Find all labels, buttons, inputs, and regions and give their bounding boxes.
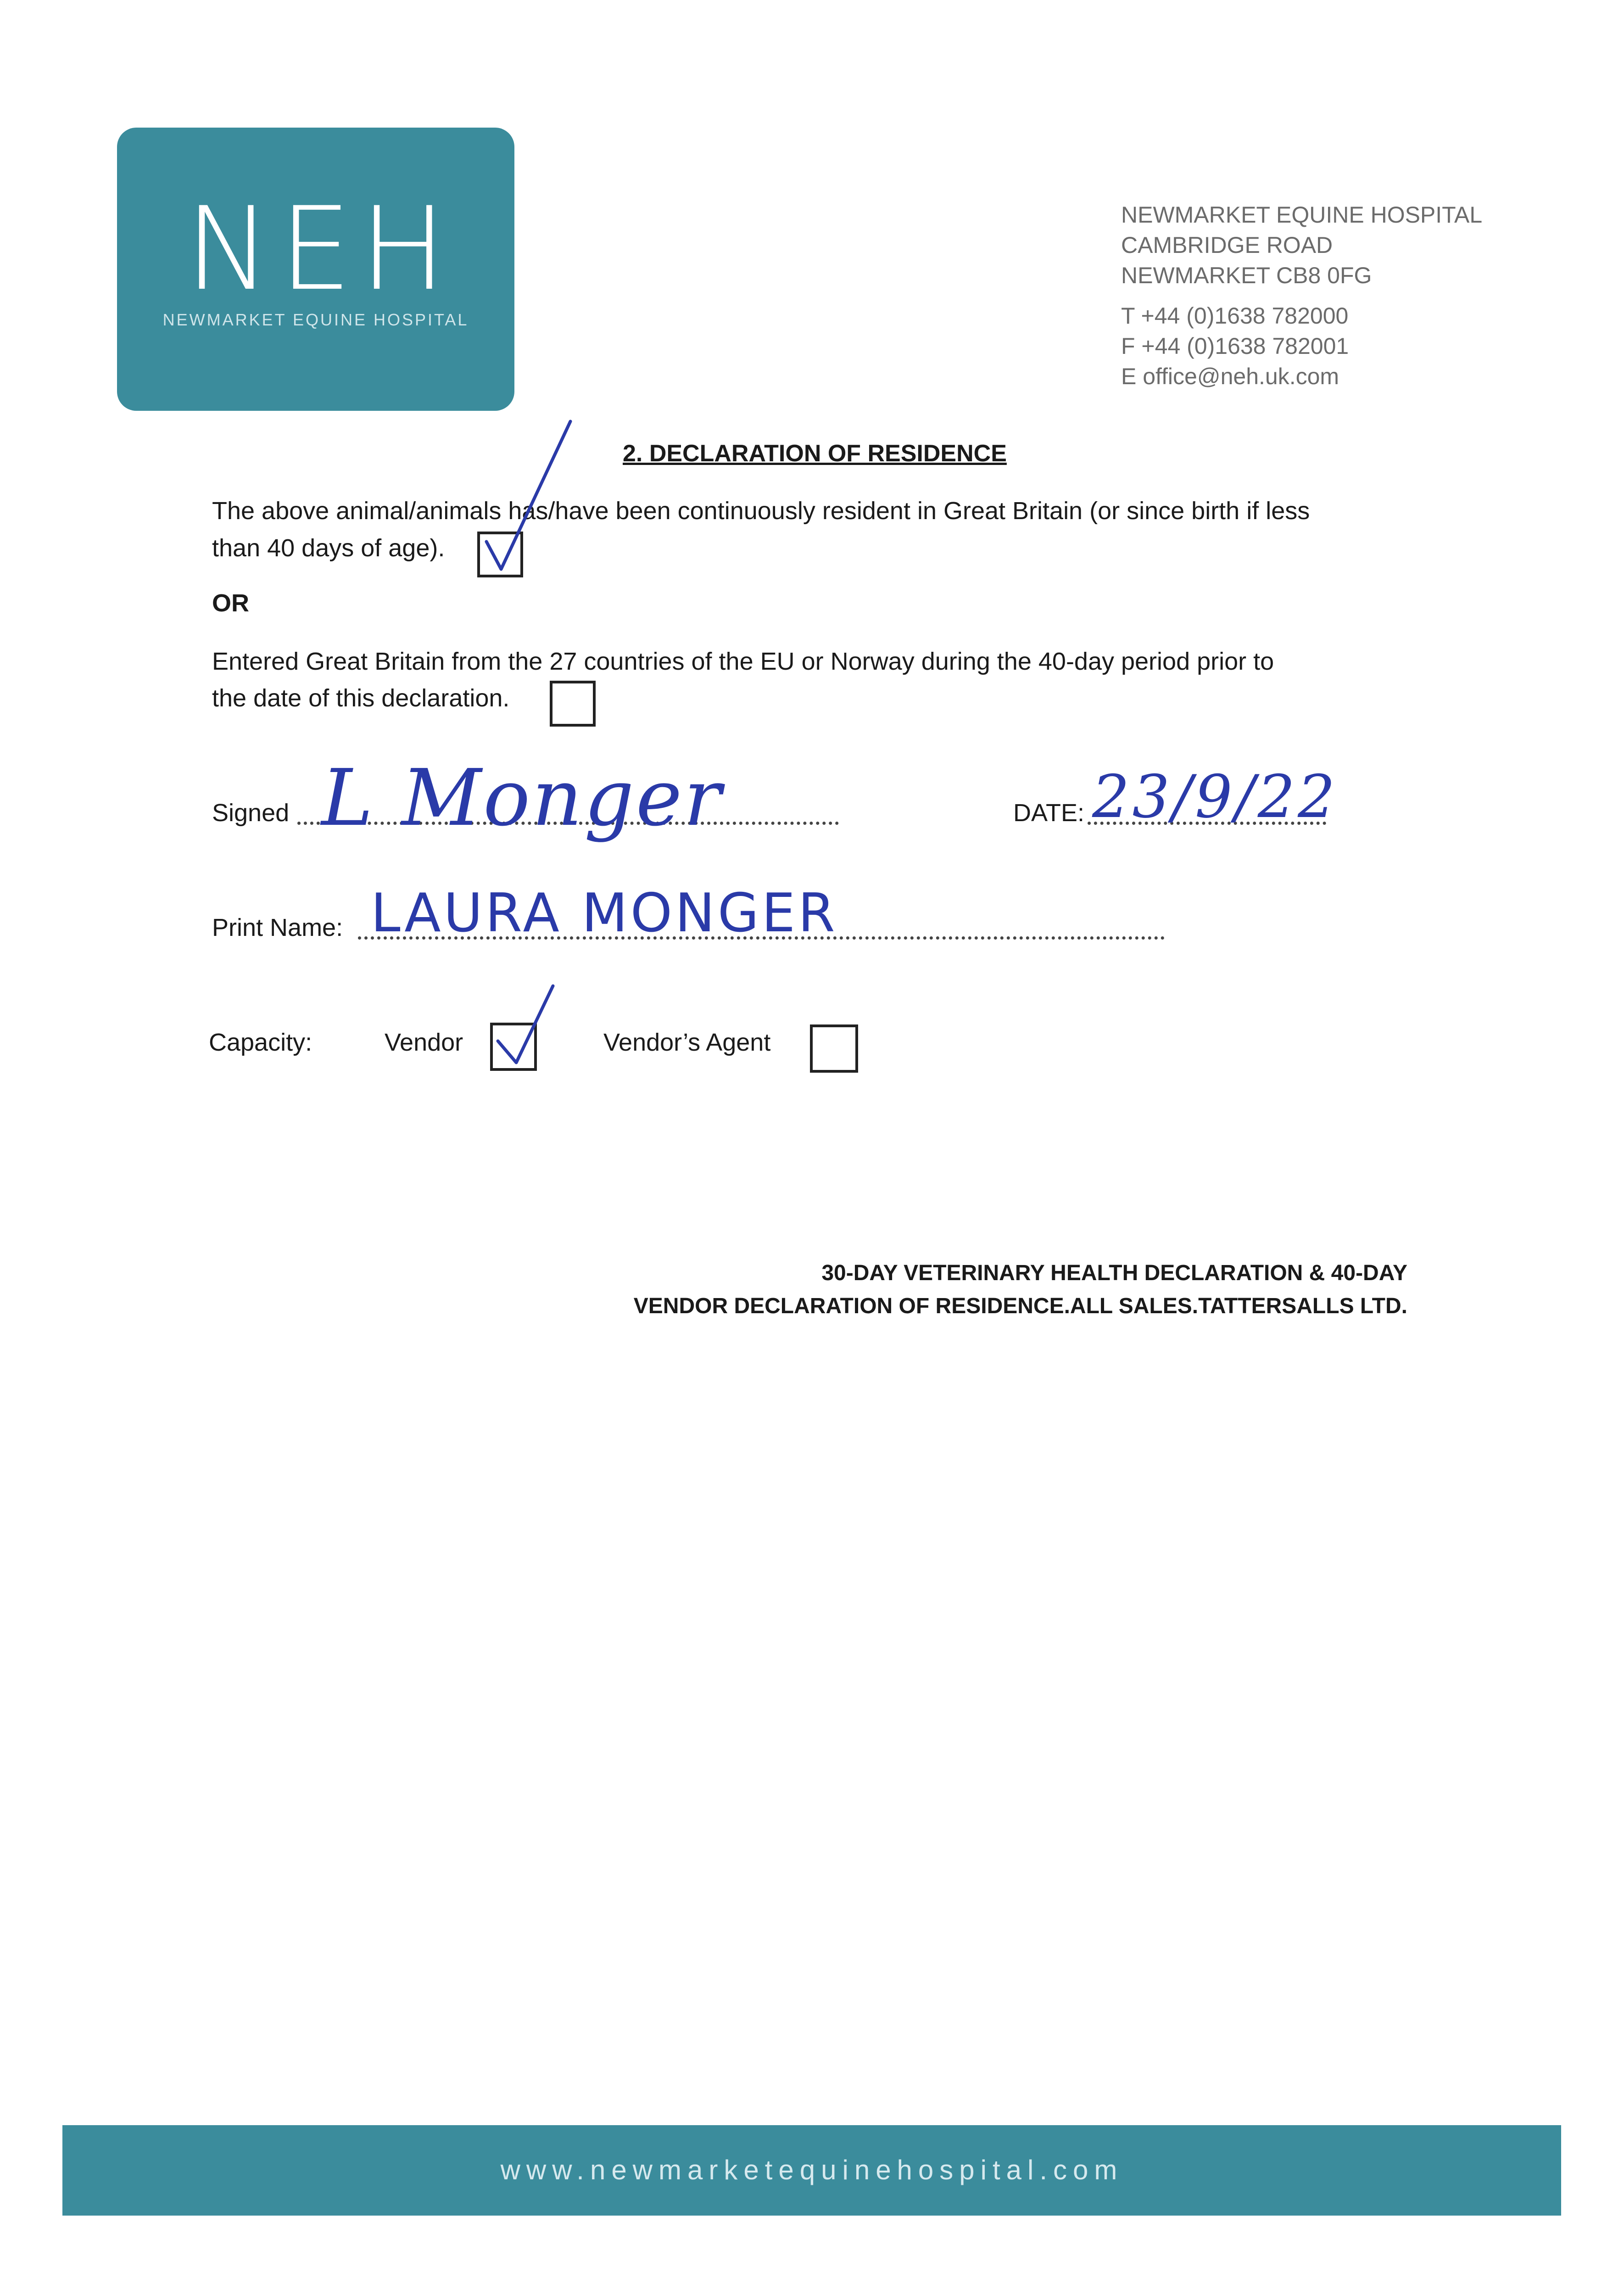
vendor-label: Vendor bbox=[385, 1029, 463, 1056]
option-two-text-line2: the date of this declaration. bbox=[212, 684, 510, 712]
or-label: OR bbox=[212, 589, 249, 617]
vendor-agent-label: Vendor’s Agent bbox=[603, 1029, 771, 1056]
option-one-text-line1: The above animal/animals has/have been continuously resident in Great Britain (or since birth if less bbox=[212, 497, 1310, 525]
section-heading: 2. DECLARATION OF RESIDENCE bbox=[623, 440, 1007, 467]
vendor-agent-checkbox[interactable] bbox=[810, 1024, 858, 1073]
hospital-address bbox=[1121, 200, 1580, 392]
signed-label: Signed bbox=[212, 799, 290, 827]
form-footnote bbox=[634, 1257, 1407, 1323]
footer-bar bbox=[62, 2125, 1561, 2216]
website-link[interactable]: www.newmarketequinehospital.com bbox=[500, 2155, 1123, 2185]
address-line-town: NEWMARKET CB8 0FG bbox=[1121, 263, 1372, 288]
phone-number: T +44 (0)1638 782000 bbox=[1121, 303, 1349, 329]
vendor-checkbox[interactable] bbox=[490, 1023, 537, 1071]
address-line-road: CAMBRIDGE ROAD bbox=[1121, 232, 1333, 258]
print-name-value[interactable]: LAURA MONGER bbox=[371, 882, 838, 944]
neh-logo bbox=[117, 128, 514, 411]
logo-mark: NEH bbox=[185, 182, 455, 316]
signature-value[interactable]: L Monger bbox=[321, 753, 723, 844]
capacity-label: Capacity: bbox=[209, 1029, 313, 1056]
print-name-label: Print Name: bbox=[212, 914, 343, 941]
option-two-text-line1: Entered Great Britain from the 27 countries of the EU or Norway during the 40-day period prior to bbox=[212, 648, 1274, 675]
option-two-checkbox[interactable] bbox=[550, 681, 596, 727]
date-value[interactable]: 23/9/22 bbox=[1092, 763, 1338, 831]
email-address: E office@neh.uk.com bbox=[1121, 364, 1339, 389]
date-label: DATE: bbox=[1013, 799, 1085, 827]
fax-number: F +44 (0)1638 782001 bbox=[1121, 333, 1349, 359]
contact-details bbox=[1121, 301, 1580, 392]
footnote-line2: VENDOR DECLARATION OF RESIDENCE.ALL SALES.TATTERSALLS LTD. bbox=[633, 1294, 1407, 1318]
option-one-text-line2: than 40 days of age). bbox=[212, 534, 445, 562]
address-line-name: NEWMARKET EQUINE HOSPITAL bbox=[1121, 202, 1483, 228]
footnote-line1: 30-DAY VETERINARY HEALTH DECLARATION & 40-DAY bbox=[821, 1261, 1407, 1285]
logo-subtitle: NEWMARKET EQUINE HOSPITAL bbox=[162, 310, 469, 329]
option-one-checkbox[interactable] bbox=[477, 532, 523, 577]
